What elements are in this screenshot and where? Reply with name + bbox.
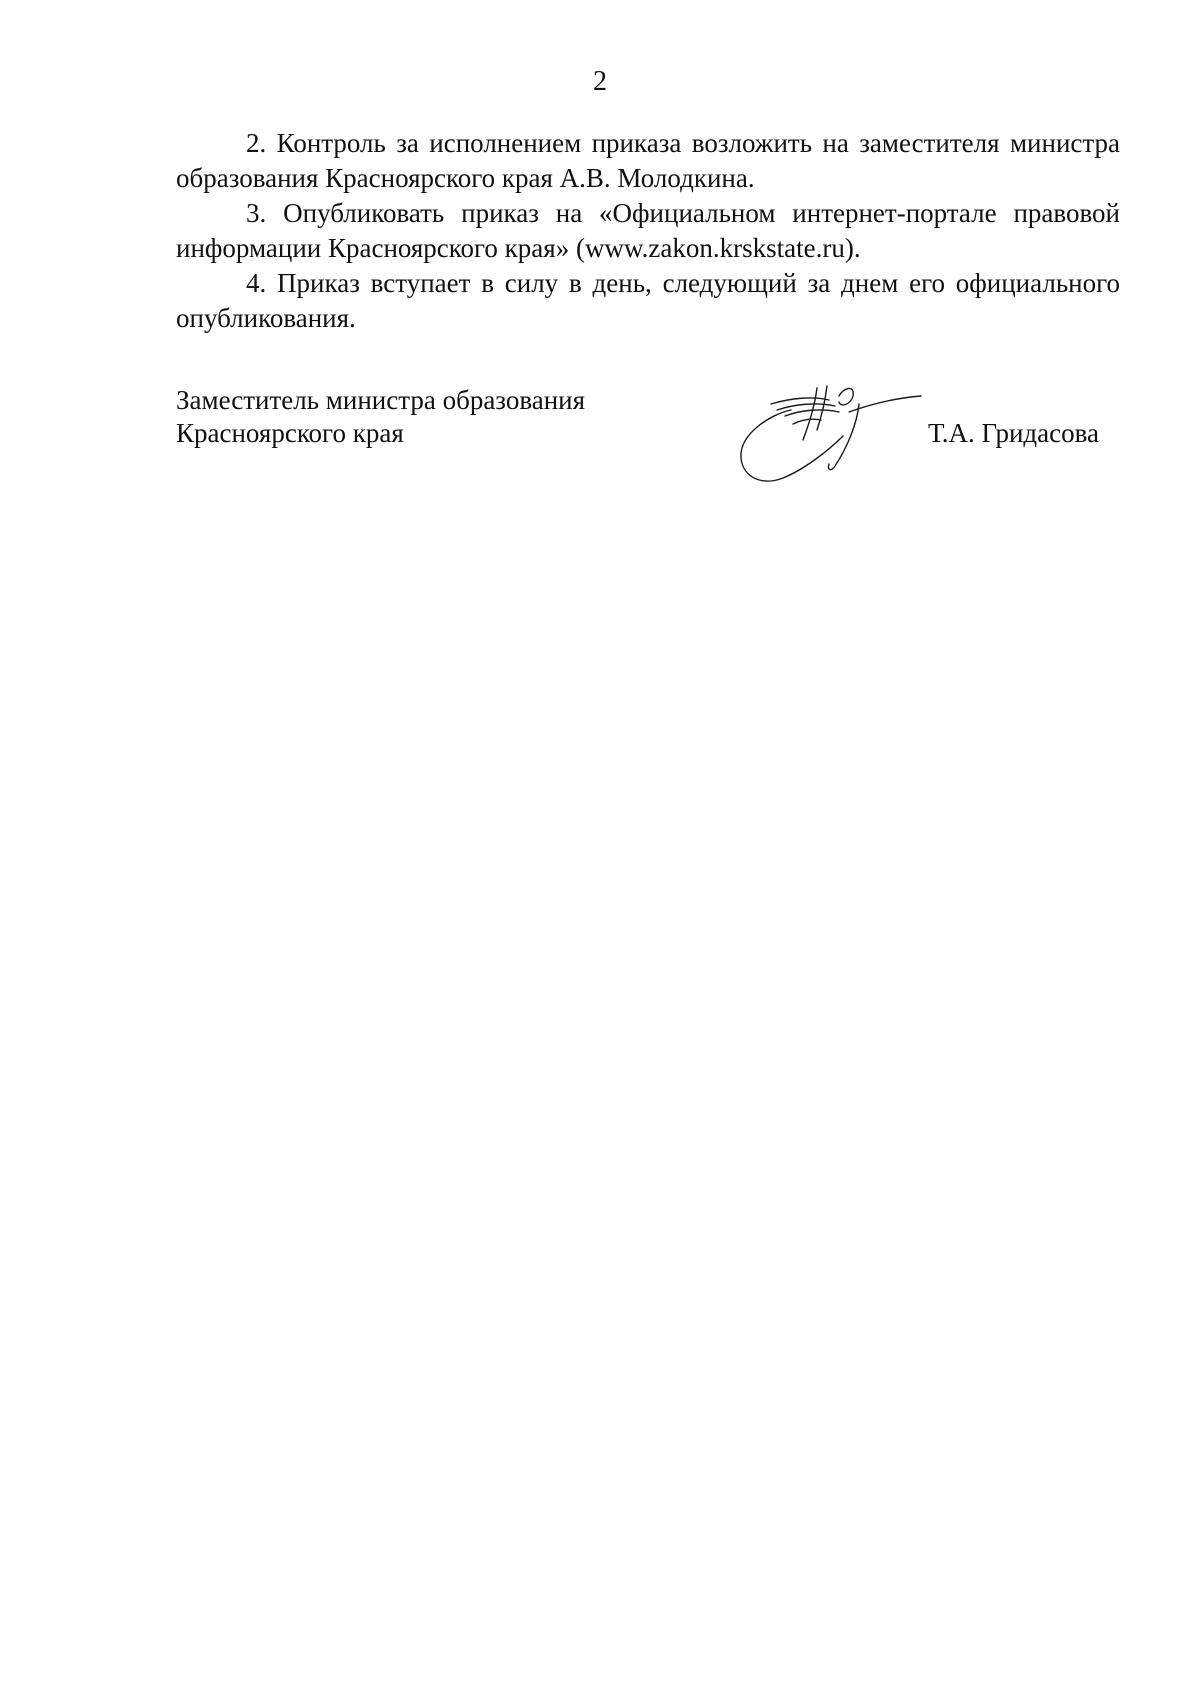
handwritten-signature: [731, 374, 931, 492]
signer-title-line-2: Красноярского края: [176, 418, 404, 448]
paragraph-item-2: 2. Контроль за исполнением приказа возложить на заместителя министра образования Красноярского края А.В. Молодкина.: [176, 128, 1120, 193]
document-body: [176, 126, 1120, 336]
paragraph-item-3: 3. Опубликовать приказ на «Официальном интернет-портале правовой информации Красноярского края» (www.zakon.krskstate.ru).: [176, 198, 1120, 263]
paragraph-item-4: 4. Приказ вступает в силу в день, следующий за днем его официального опубликования.: [176, 268, 1120, 333]
page-number: 2: [593, 66, 607, 97]
signer-name: Т.А. Гридасова: [928, 418, 1099, 448]
signer-title: [176, 384, 585, 450]
signature-block: [176, 384, 1120, 504]
signer-title-line-1: Заместитель министра образования: [176, 385, 586, 415]
